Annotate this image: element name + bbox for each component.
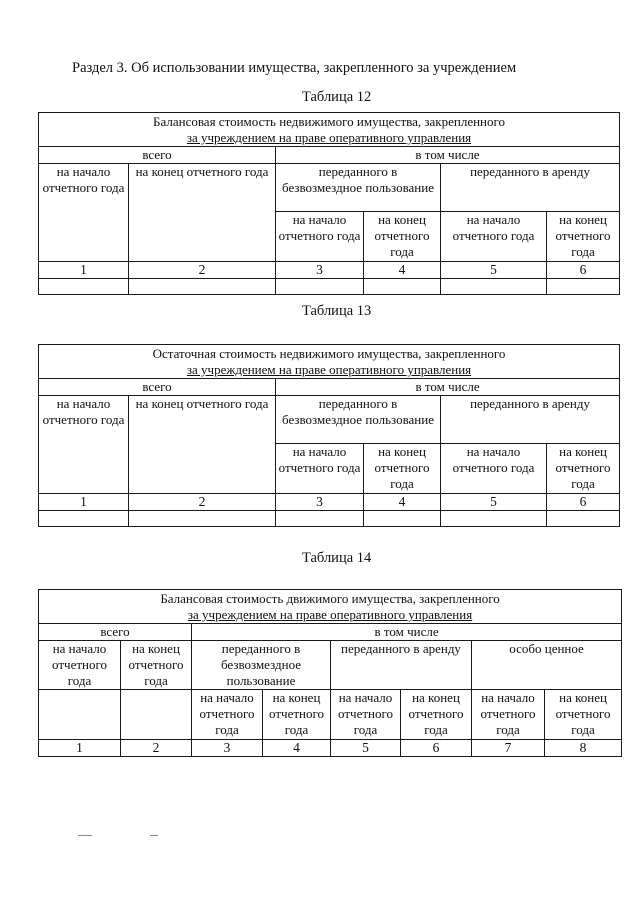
column-number: 5 <box>441 494 547 511</box>
column-number: 1 <box>39 494 129 511</box>
table-13-caption: Таблица 13 <box>302 303 372 319</box>
empty-cell <box>276 511 364 527</box>
column-number: 4 <box>263 740 331 757</box>
column-number: 3 <box>192 740 263 757</box>
table-12 <box>38 112 620 295</box>
table-13-including-header: в том числе <box>276 379 620 396</box>
section-heading: Раздел 3. Об использовании имущества, закрепленного за учреждением <box>72 60 517 76</box>
column-number: 6 <box>547 494 620 511</box>
column-number: 4 <box>364 262 441 279</box>
table-14 <box>38 589 622 757</box>
table-12-sub-end: на конец отчетного года <box>364 212 441 262</box>
empty-cell <box>441 279 547 295</box>
table-12-rent-header: переданного в аренду <box>441 164 620 212</box>
table-12-total-header: всего <box>39 147 276 164</box>
empty-cell <box>547 511 620 527</box>
table-14-rent-header: переданного в аренду <box>331 641 472 690</box>
column-number: 6 <box>401 740 472 757</box>
table-14-including-header: в том числе <box>192 624 622 641</box>
table-14-sub-end: на конец отчетного года <box>545 690 622 740</box>
column-number: 4 <box>364 494 441 511</box>
table-13-start-header: на начало отчетного года <box>39 396 129 494</box>
table-12-sub-end: на конец отчетного года <box>547 212 620 262</box>
table-12-start-header: на начало отчетного года <box>39 164 129 262</box>
table-13-free-use-header: переданного в безвозмездное пользование <box>276 396 441 444</box>
table-14-sub-start: на начало отчетного года <box>192 690 263 740</box>
table-12-end-header: на конец отчетного года <box>129 164 276 262</box>
table-13 <box>38 344 620 527</box>
empty-cell <box>39 279 129 295</box>
table-13-title: Остаточная стоимость недвижимого имущества, закрепленного за учреждением на праве оперативного управления <box>39 345 620 379</box>
table-14-sub-start: на начало отчетного года <box>472 690 545 740</box>
table-14-free-use-header: переданного в безвозмездное пользование <box>192 641 331 690</box>
table-14-title: Балансовая стоимость движимого имущества, закрепленного за учреждением на праве оперативного управления <box>39 590 622 624</box>
table-14-valuable-header: особо ценное <box>472 641 622 690</box>
empty-cell <box>364 511 441 527</box>
column-number: 1 <box>39 262 129 279</box>
column-number: 3 <box>276 262 364 279</box>
table-14-sub-start: на начало отчетного года <box>331 690 401 740</box>
column-number: 2 <box>121 740 192 757</box>
empty-cell <box>39 511 129 527</box>
table-12-sub-start: на начало отчетного года <box>276 212 364 262</box>
column-number: 5 <box>331 740 401 757</box>
empty-cell <box>121 690 192 740</box>
column-number: 1 <box>39 740 121 757</box>
empty-cell <box>39 690 121 740</box>
table-12-including-header: в том числе <box>276 147 620 164</box>
table-14-total-header: всего <box>39 624 192 641</box>
table-14-start-header: на начало отчетного года <box>39 641 121 690</box>
column-number: 2 <box>129 262 276 279</box>
table-13-sub-end: на конец отчетного года <box>547 444 620 494</box>
column-number: 6 <box>547 262 620 279</box>
empty-cell <box>129 511 276 527</box>
table-13-sub-start: на начало отчетного года <box>276 444 364 494</box>
scan-mark <box>150 835 158 836</box>
table-13-total-header: всего <box>39 379 276 396</box>
table-14-sub-end: на конец отчетного года <box>263 690 331 740</box>
table-13-end-header: на конец отчетного года <box>129 396 276 494</box>
column-number: 5 <box>441 262 547 279</box>
empty-cell <box>364 279 441 295</box>
scan-mark <box>78 835 92 836</box>
table-13-sub-start: на начало отчетного года <box>441 444 547 494</box>
column-number: 8 <box>545 740 622 757</box>
table-12-sub-start: на начало отчетного года <box>441 212 547 262</box>
table-12-title: Балансовая стоимость недвижимого имущества, закрепленного за учреждением на праве оперативного управления <box>39 113 620 147</box>
empty-cell <box>441 511 547 527</box>
column-number: 7 <box>472 740 545 757</box>
empty-cell <box>129 279 276 295</box>
column-number: 3 <box>276 494 364 511</box>
table-14-caption: Таблица 14 <box>302 550 372 566</box>
table-14-end-header: на конец отчетного года <box>121 641 192 690</box>
table-14-sub-end: на конец отчетного года <box>401 690 472 740</box>
empty-cell <box>276 279 364 295</box>
table-13-sub-end: на конец отчетного года <box>364 444 441 494</box>
column-number: 2 <box>129 494 276 511</box>
table-13-rent-header: переданного в аренду <box>441 396 620 444</box>
empty-cell <box>547 279 620 295</box>
table-12-free-use-header: переданного в безвозмездное пользование <box>276 164 441 212</box>
table-12-caption: Таблица 12 <box>302 89 372 105</box>
